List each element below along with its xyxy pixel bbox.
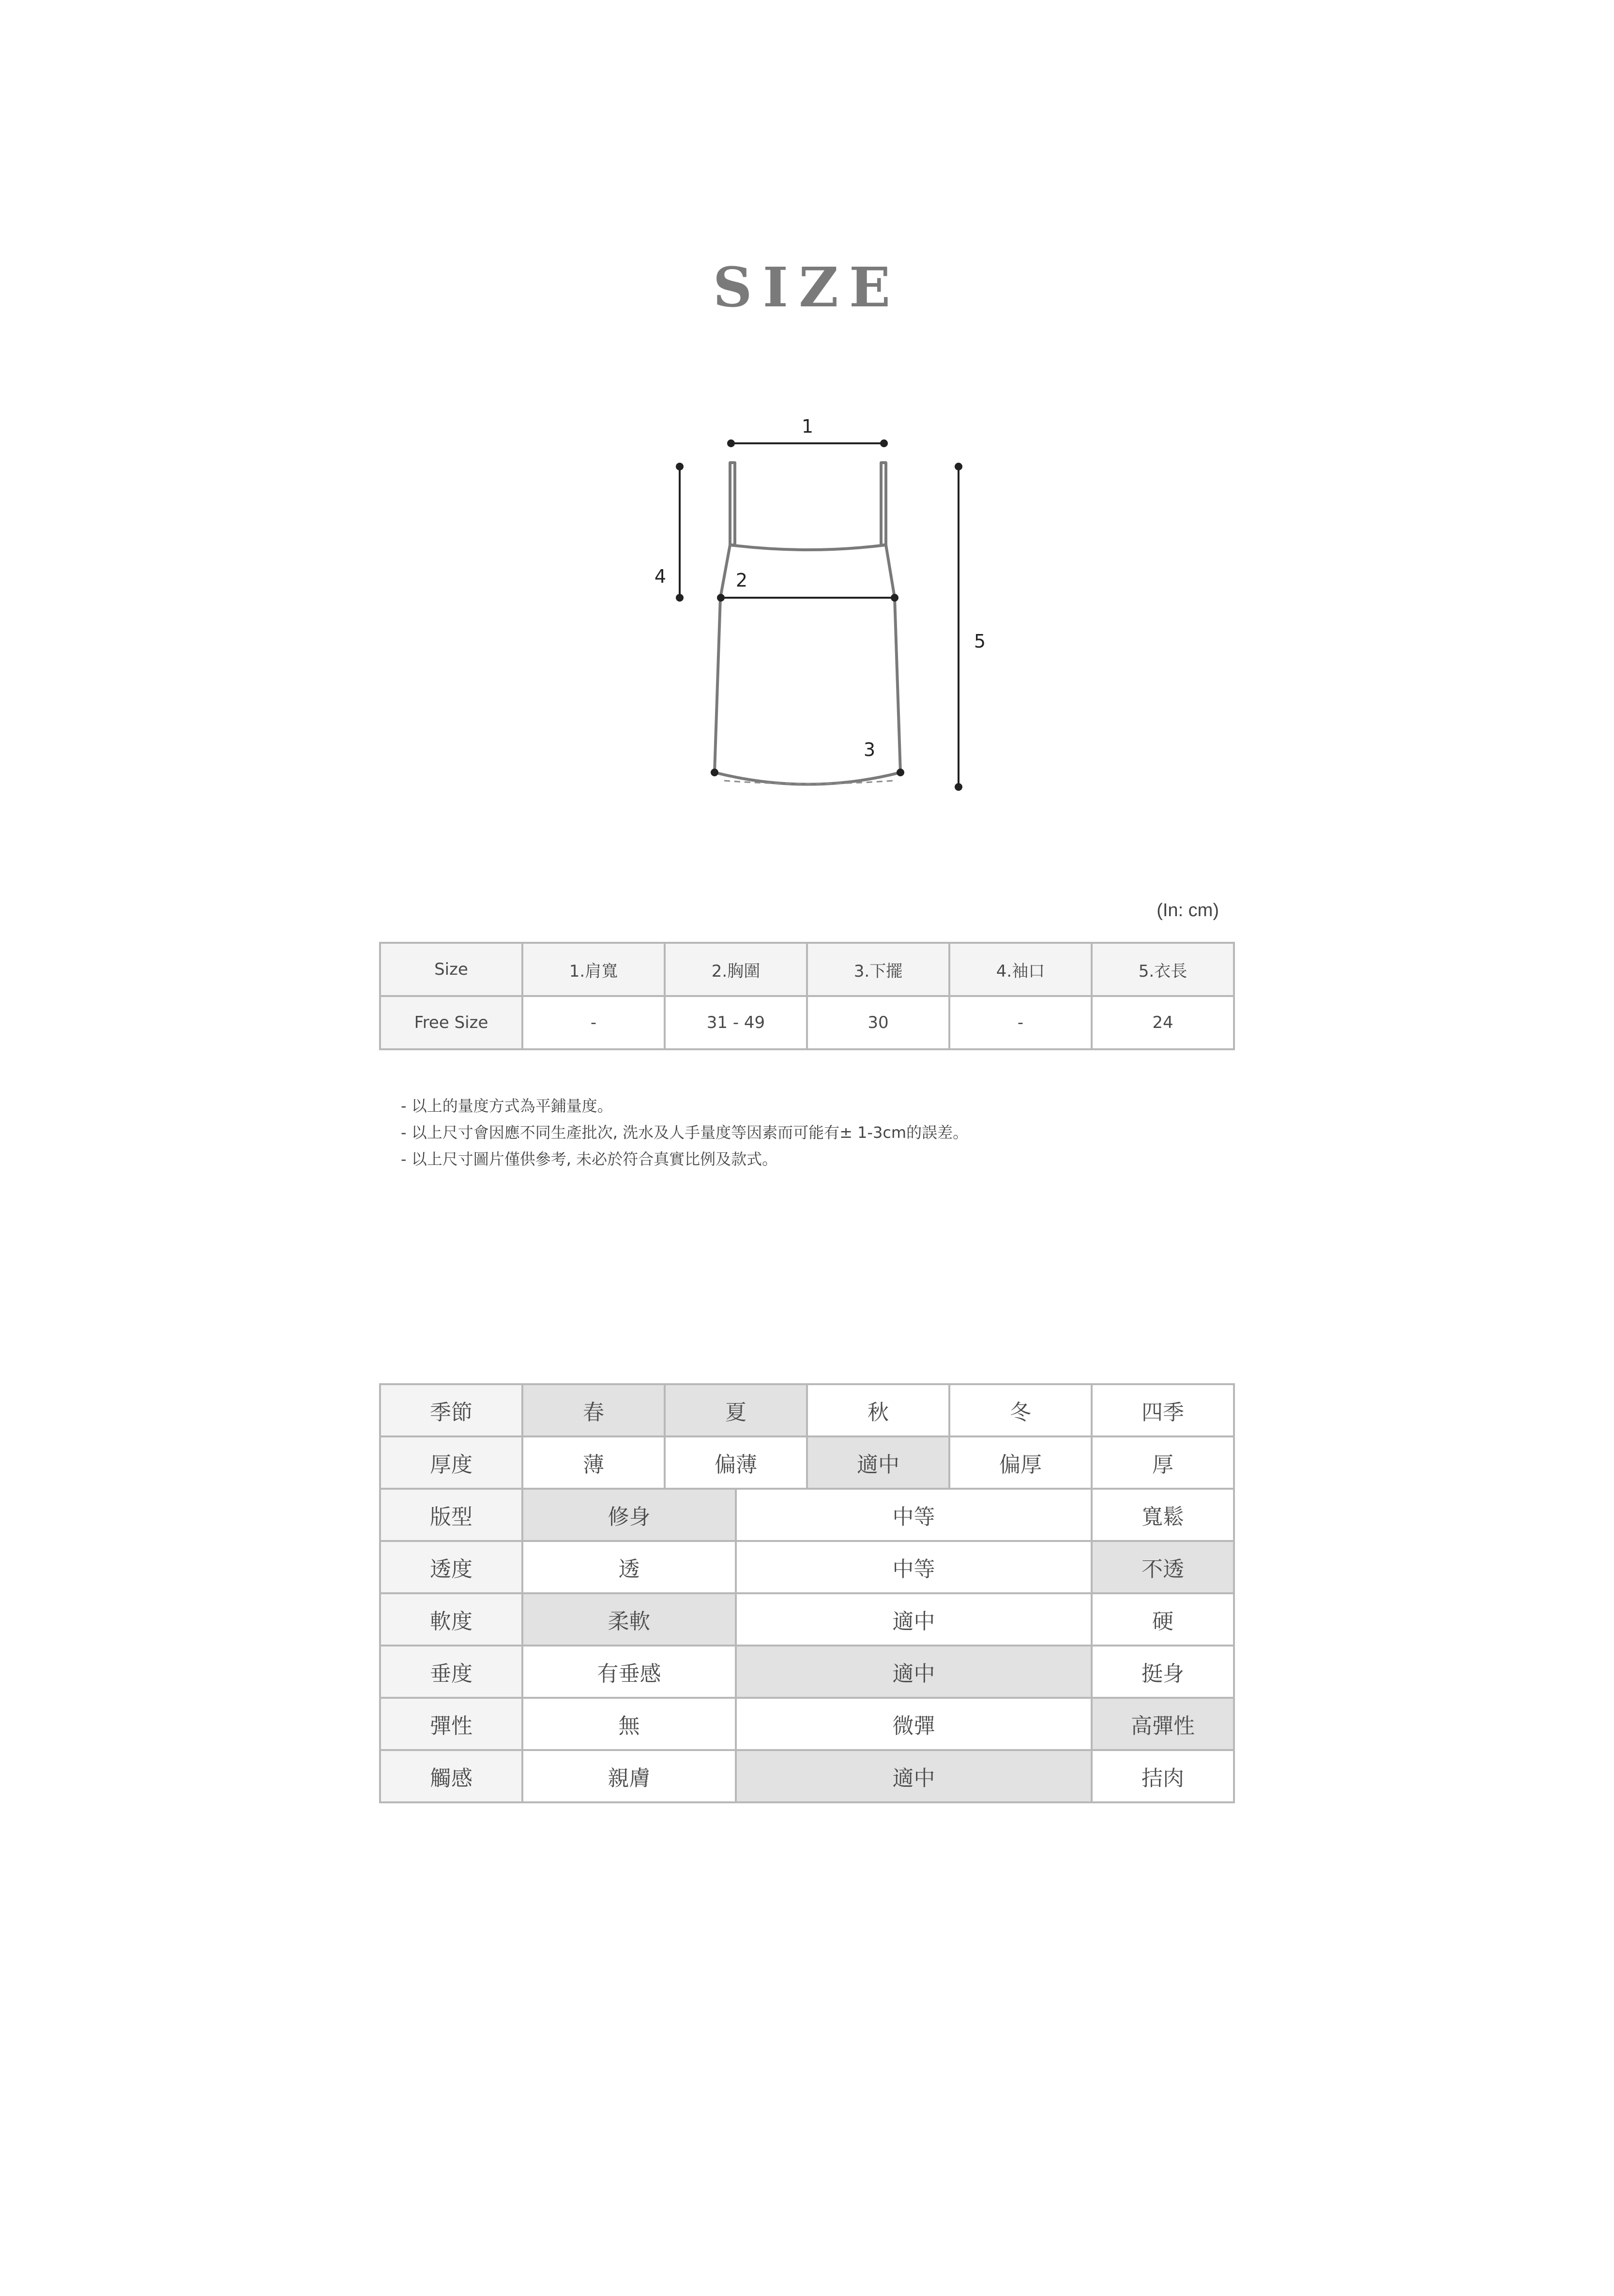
size-cell: 24 [1092, 996, 1234, 1049]
size-table [379, 942, 1235, 1050]
measure-dot [891, 594, 898, 602]
size-cell: - [949, 996, 1092, 1049]
attr-option: 無 [522, 1698, 736, 1750]
left-strap [730, 463, 735, 545]
hem-line [715, 772, 900, 785]
attr-option: 厚 [1092, 1436, 1234, 1489]
measure-label-5: 5 [974, 631, 986, 652]
attr-option: 寬鬆 [1092, 1489, 1234, 1541]
size-table-header-row [380, 943, 1234, 996]
attr-label: 垂度 [380, 1646, 522, 1698]
attr-row-drape [380, 1646, 1234, 1698]
size-header-cell: Size [380, 943, 522, 996]
attr-option: 適中 [807, 1436, 949, 1489]
size-header-cell: 3.下擺 [807, 943, 949, 996]
page-title: SIZE [713, 256, 901, 319]
measure-label-1: 1 [801, 416, 814, 437]
attr-option: 修身 [522, 1489, 736, 1541]
unit-label: (In: cm) [1157, 900, 1219, 921]
attr-row-softness [380, 1593, 1234, 1646]
measure-dot [711, 769, 718, 776]
size-header-cell: 2.胸圍 [665, 943, 807, 996]
attr-label: 厚度 [380, 1436, 522, 1489]
right-strap [881, 463, 886, 545]
attr-label: 版型 [380, 1489, 522, 1541]
attr-option: 夏 [665, 1384, 807, 1436]
attr-label: 透度 [380, 1541, 522, 1593]
measure-dot [955, 783, 962, 791]
note-line: - 以上尺寸圖片僅供參考, 未必於符合真實比例及款式。 [401, 1150, 778, 1168]
size-header-cell: 4.袖口 [949, 943, 1092, 996]
measure-dot [676, 594, 684, 602]
attr-option: 適中 [736, 1593, 1092, 1646]
measure-label-2: 2 [735, 570, 748, 591]
note-line: - 以上尺寸會因應不同生產批次, 洗水及人手量度等因素而可能有± 1-3cm的誤差。 [401, 1123, 969, 1142]
measure-dot [955, 463, 962, 470]
attr-row-touch [380, 1750, 1234, 1802]
size-header-cell: 1.肩寬 [522, 943, 665, 996]
attr-row-transparency [380, 1541, 1234, 1593]
measure-dot [717, 594, 725, 602]
attr-option: 薄 [522, 1436, 665, 1489]
right-side-seam [886, 545, 900, 772]
left-side-seam [715, 545, 730, 772]
size-header-cell: 5.衣長 [1092, 943, 1234, 996]
attr-option: 高彈性 [1092, 1698, 1234, 1750]
attr-option: 四季 [1092, 1384, 1234, 1436]
attr-option: 秋 [807, 1384, 949, 1436]
attr-option: 柔軟 [522, 1593, 736, 1646]
measure-dot [676, 463, 684, 470]
size-cell: Free Size [380, 996, 522, 1049]
attr-option: 春 [522, 1384, 665, 1436]
size-cell: 30 [807, 996, 949, 1049]
measure-dot [897, 769, 904, 776]
attr-option: 適中 [736, 1750, 1092, 1802]
attr-option: 硬 [1092, 1593, 1234, 1646]
fabric-attributes-table [379, 1383, 1235, 1803]
attr-label: 觸感 [380, 1750, 522, 1802]
attr-option: 拮肉 [1092, 1750, 1234, 1802]
attr-option: 親膚 [522, 1750, 736, 1802]
attr-option: 微彈 [736, 1698, 1092, 1750]
table-row [380, 996, 1234, 1049]
attr-option: 有垂感 [522, 1646, 736, 1698]
attr-label: 軟度 [380, 1593, 522, 1646]
size-cell: - [522, 996, 665, 1049]
measure-label-3: 3 [863, 739, 876, 760]
attr-option: 透 [522, 1541, 736, 1593]
attr-row-thickness [380, 1436, 1234, 1489]
attr-row-elasticity [380, 1698, 1234, 1750]
attr-option: 不透 [1092, 1541, 1234, 1593]
measurement-notes [401, 1093, 968, 1173]
note-line: - 以上的量度方式為平鋪量度。 [401, 1097, 613, 1115]
attr-option: 挺身 [1092, 1646, 1234, 1698]
attr-option: 偏厚 [949, 1436, 1092, 1489]
attr-row-season [380, 1384, 1234, 1436]
attr-option: 中等 [736, 1541, 1092, 1593]
attr-row-fit [380, 1489, 1234, 1541]
attr-label: 季節 [380, 1384, 522, 1436]
neckline [730, 545, 886, 550]
measure-dot [727, 439, 735, 447]
garment-measurement-diagram [629, 402, 997, 799]
attr-option: 中等 [736, 1489, 1092, 1541]
camisole-outline [629, 402, 997, 799]
measure-dot [880, 439, 888, 447]
measure-label-4: 4 [654, 566, 667, 587]
attr-option: 冬 [949, 1384, 1092, 1436]
attr-option: 偏薄 [665, 1436, 807, 1489]
attr-option: 適中 [736, 1646, 1092, 1698]
size-cell: 31 - 49 [665, 996, 807, 1049]
attr-label: 彈性 [380, 1698, 522, 1750]
